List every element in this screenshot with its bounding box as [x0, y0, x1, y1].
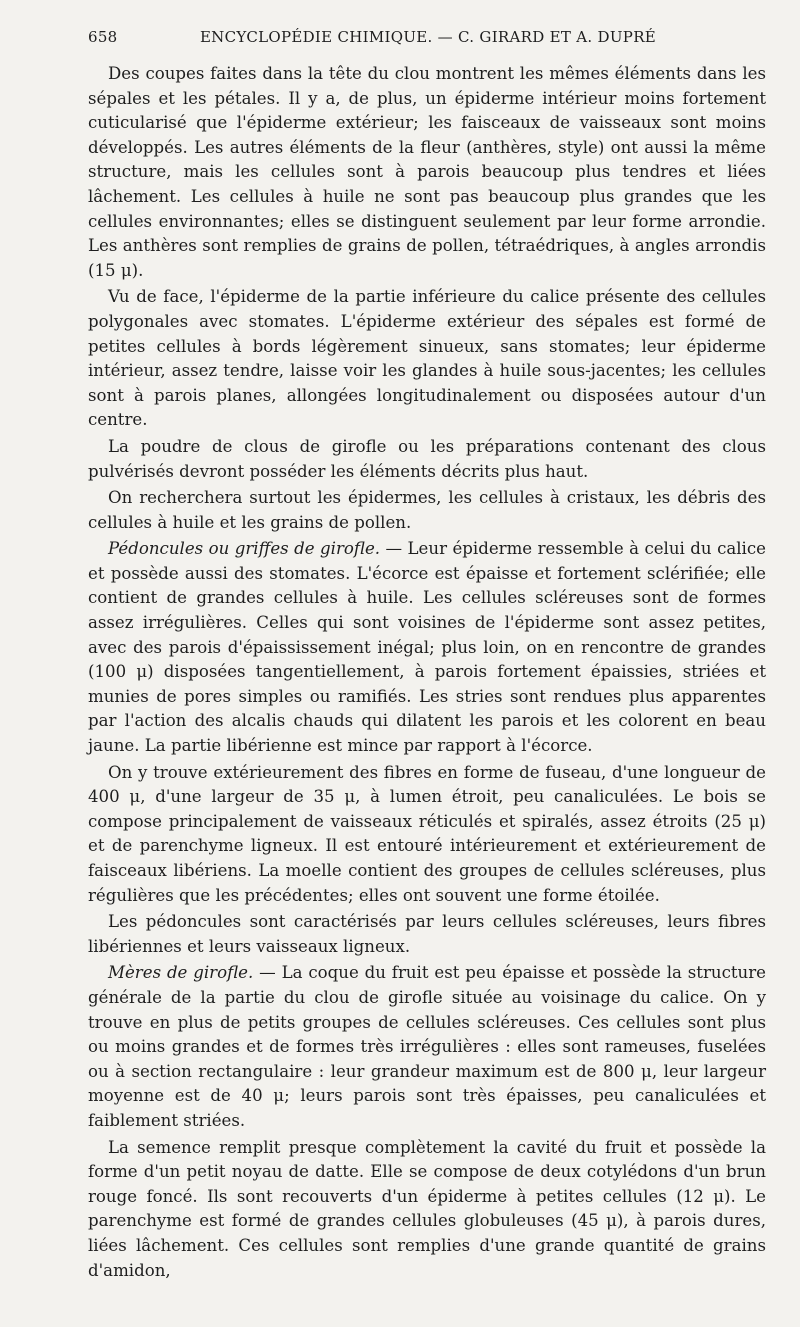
paragraph-2	[88, 285, 766, 433]
body-text	[88, 62, 766, 1283]
running-title: ENCYCLOPÉDIE CHIMIQUE. — C. GIRARD ET A. DUPRÉ	[199, 28, 657, 46]
paragraph-3	[88, 435, 766, 484]
paragraph-text: On y trouve extérieurement des fibres en forme de fuseau, d'une longueur de 400 μ, d'une largeur de 35 μ, à lumen étroit, peu canaliculées. Le bois se compose principalement de vaisseaux réticulés et spiralés, assez étroits (25 μ) et de parenchyme ligneux. Il est entouré intérieurement et extérieurement de faisceaux libériens. La moelle contient des groupes de cellules scléreuses, plus régulières que les précédentes; elles ont souvent une forme étoilée.	[88, 762, 766, 905]
paragraph-text: — La coque du fruit est peu épaisse et possède la structure générale de la partie du clou de girofle située au voisinage du calice. On y trouve en plus de petits groupes de cellules scléreuses. Ces cellules sont plus ou moins grandes et de formes très irrégulières : elles sont rameuses, fuselées ou à section rectangulaire : leur grandeur maximum est de 800 μ, leur largeur moyenne est de 40 μ; leurs parois sont très épaisses, peu canaliculées et faiblement striées.	[88, 963, 766, 1130]
paragraph-6	[88, 761, 766, 909]
paragraph-text: Des coupes faites dans la tête du clou montrent les mêmes éléments dans les sépales et les pétales. Il y a, de plus, un épiderme intérieur moins fortement cuticularisé que l'épiderme extérieur; les faisceaux de vaisseaux sont moins développés. Les autres éléments de la fleur (anthères, style) ont aussi la même structure, mais les cellules sont à parois beaucoup plus tendres et liées lâchement. Les cellules à huile ne sont pas beaucoup plus grandes que les cellules environnantes; elles se distinguent seulement par leur forme arrondie. Les anthères sont remplies de grains de pollen, tétraédriques, à angles arrondis (15 μ).	[88, 64, 766, 280]
section-lead-meres: Mères de girofle.	[108, 963, 254, 983]
paragraph-5	[88, 537, 766, 758]
paragraph-text: Vu de face, l'épiderme de la partie inférieure du calice présente des cellules polygonales avec stomates. L'épiderme extérieur des sépales est formé de petites cellules à bords légèrement sinueux, sans stomates; leur épiderme intérieur, assez tendre, laisse voir les glandes à huile sous-jacentes; les cellules sont à parois planes, allongées longitudinalement ou disposées autour d'un centre.	[88, 287, 766, 430]
paragraph-8	[88, 961, 766, 1133]
paragraph-4	[88, 486, 766, 535]
paragraph-text: La semence remplit presque complètement la cavité du fruit et possède la forme d'un petit noyau de datte. Elle se compose de deux cotylédons d'un brun rouge foncé. Ils sont recouverts d'un épiderme à petites cellules (12 μ). Le parenchyme est formé de grandes cellules globuleuses (45 μ), à parois dures, liées lâchement. Ces cellules sont remplies d'une grande quantité de grains d'amidon,	[88, 1137, 766, 1280]
paragraph-7	[88, 910, 766, 959]
paragraph-text: La poudre de clous de girofle ou les préparations contenant des clous pulvérisés devront posséder les éléments décrits plus haut.	[88, 436, 766, 481]
running-head	[88, 28, 768, 52]
section-lead-pedoncules: Pédoncules ou griffes de girofle.	[108, 539, 381, 559]
paragraph-9	[88, 1136, 766, 1284]
paragraph-text: On recherchera surtout les épidermes, les cellules à cristaux, les débris des cellules à huile et les grains de pollen.	[88, 488, 766, 532]
page-number: 658	[88, 28, 118, 46]
paragraph-text: Les pédoncules sont caractérisés par leurs cellules scléreuses, leurs fibres libériennes et leurs vaisseaux ligneux.	[88, 912, 766, 956]
paragraph-text: — Leur épiderme ressemble à celui du calice et possède aussi des stomates. L'écorce est épaisse et fortement sclérifiée; elle contient de grandes cellules à huile. Les cellules scléreuses sont de formes assez irrégulières. Celles qui sont voisines de l'épiderme sont assez petites, avec des parois d'épaississement inégal; plus loin, on en rencontre de grandes (100 μ) disposées tangentiellement, à parois fortement épaissies, striées et munies de pores simples ou ramifiés. Les stries sont rendues plus apparentes par l'action des alcalis chauds qui dilatent les parois et les colorent en beau jaune. La partie libérienne est mince par rapport à l'écorce.	[88, 539, 766, 756]
paragraph-1	[88, 62, 766, 283]
